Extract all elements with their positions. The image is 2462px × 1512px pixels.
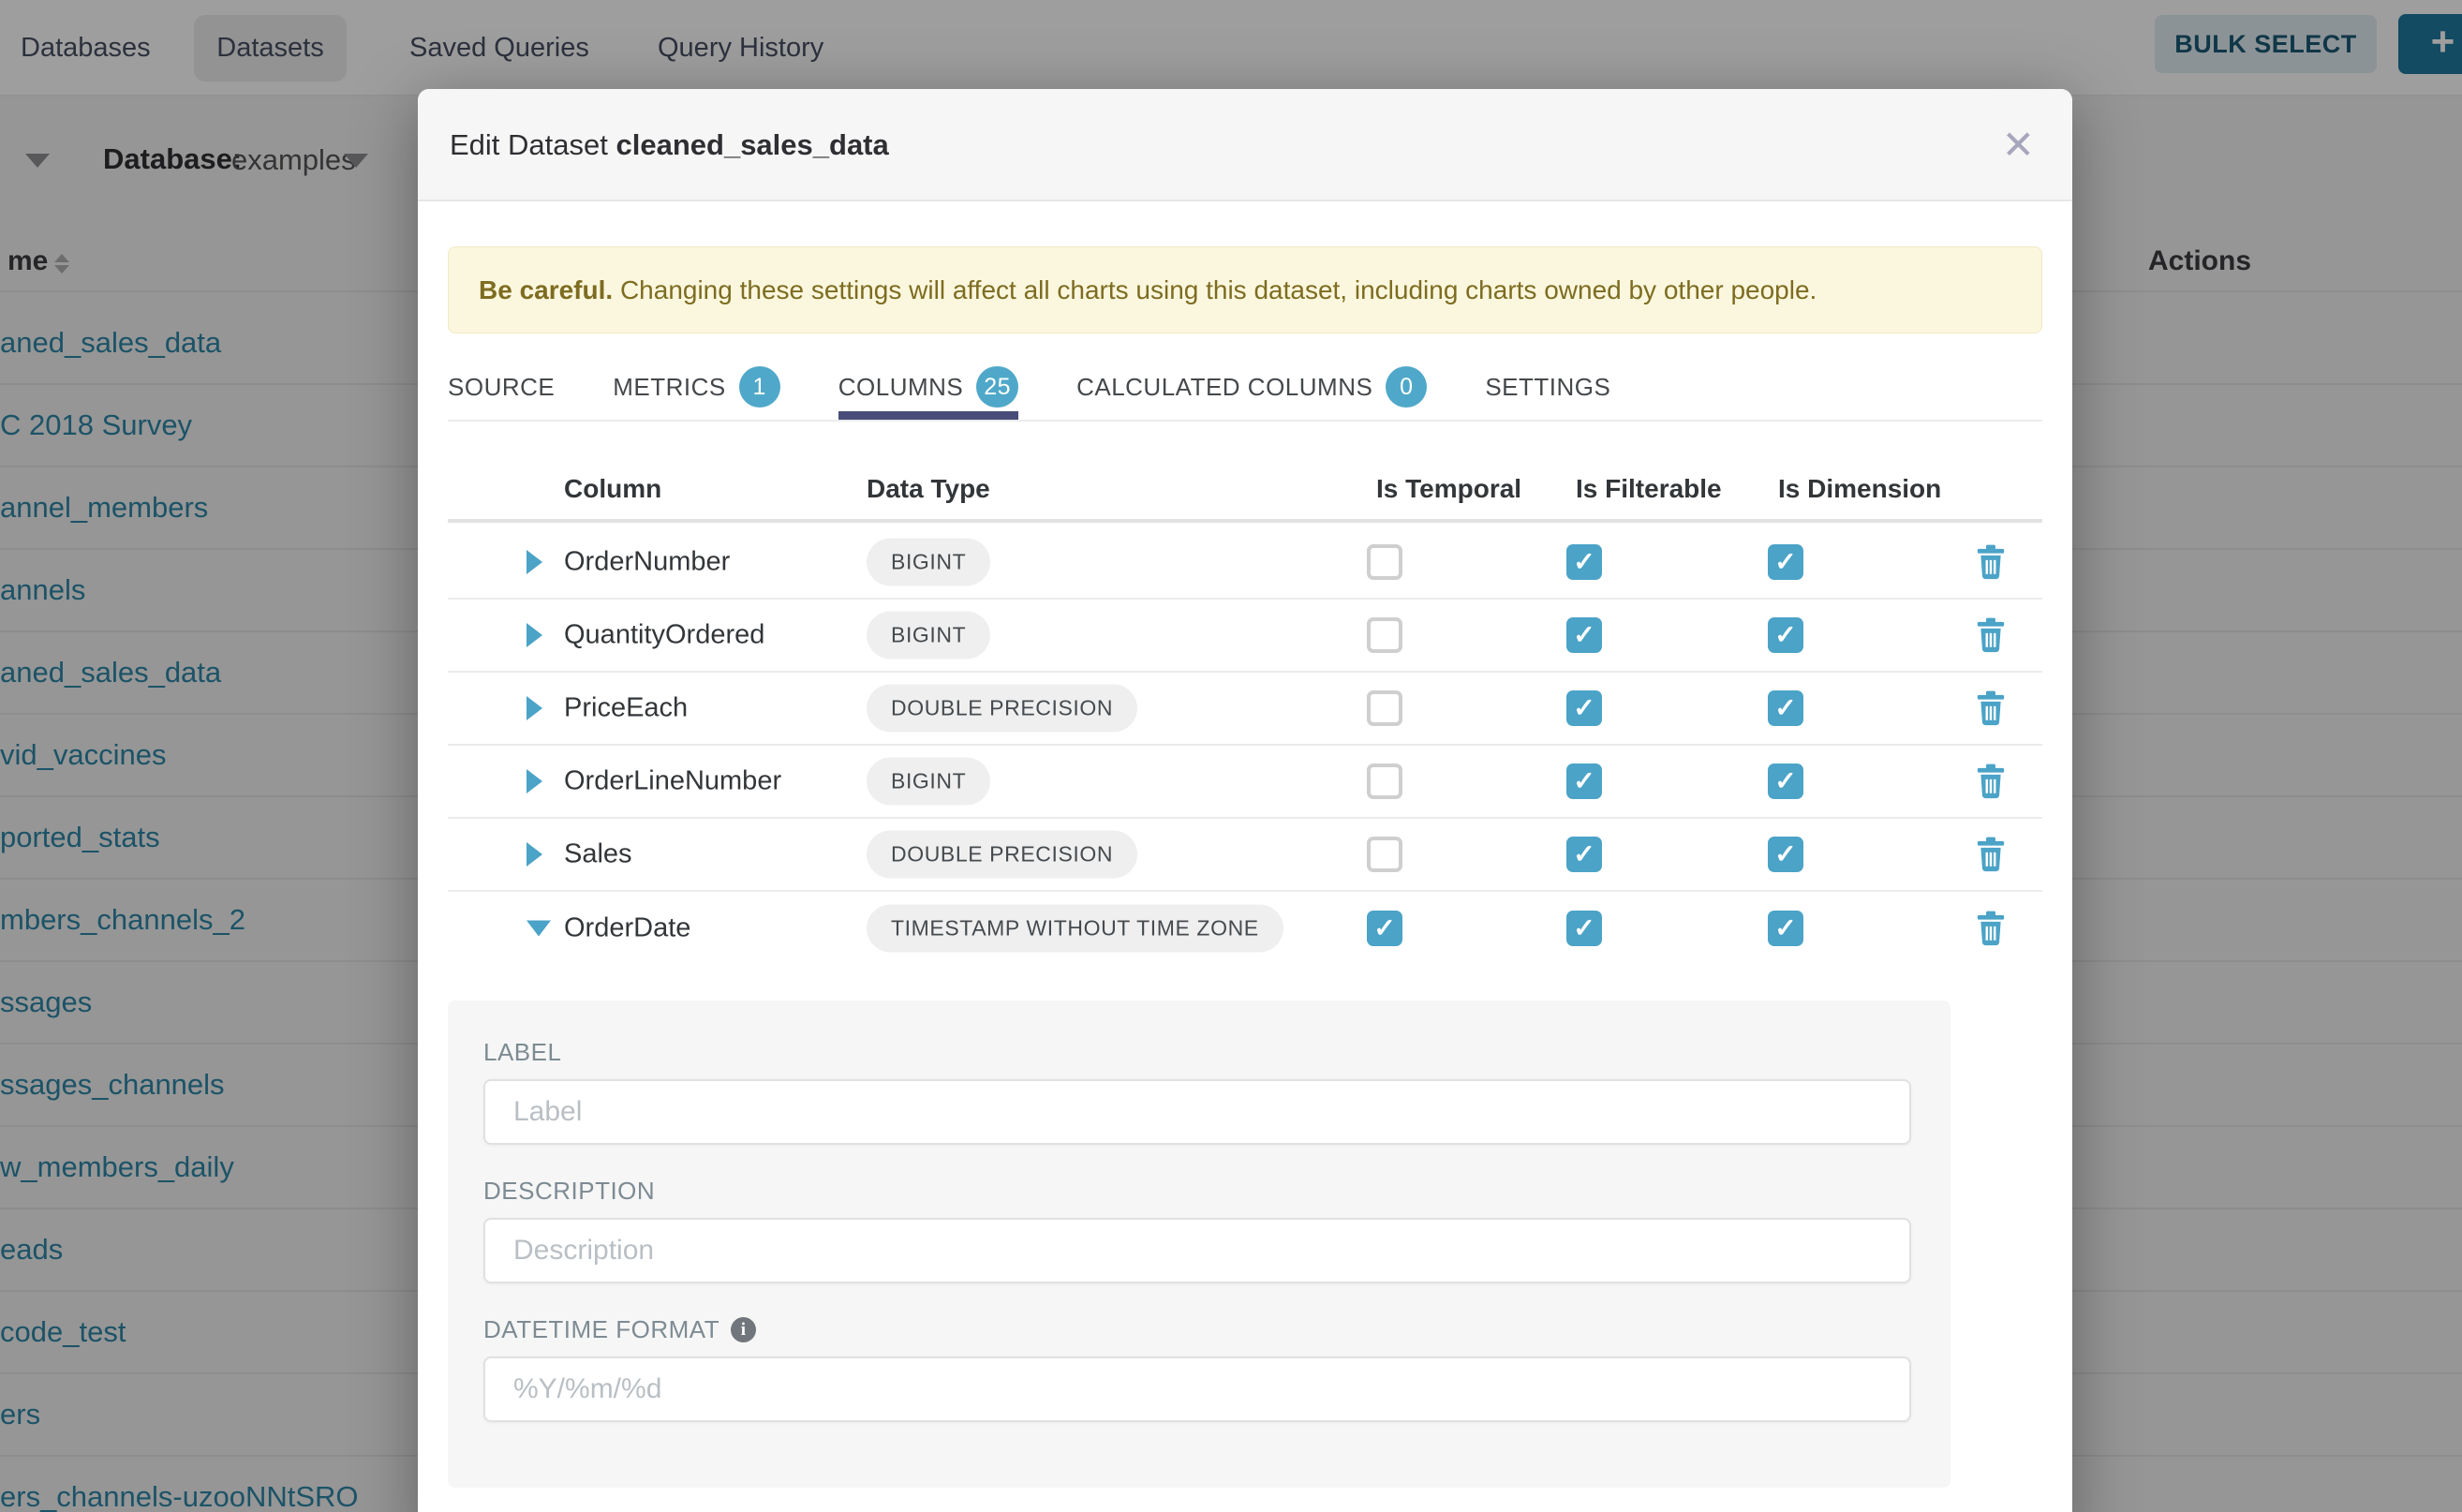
tab-metrics[interactable]: METRICS 1 (613, 354, 780, 420)
info-icon[interactable]: i (731, 1317, 756, 1342)
is-temporal-checkbox[interactable] (1367, 763, 1402, 799)
is-temporal-checkbox[interactable] (1367, 544, 1402, 580)
is-temporal-checkbox[interactable] (1367, 690, 1402, 726)
column-name: OrderLineNumber (564, 765, 782, 796)
modal-tabs (448, 354, 2042, 422)
collapse-caret-icon[interactable] (527, 921, 551, 937)
calculated-columns-count-badge: 0 (1386, 366, 1427, 408)
column-row (448, 526, 2042, 600)
is-temporal-checkbox[interactable] (1367, 617, 1402, 653)
close-icon[interactable]: ✕ (2001, 123, 2035, 167)
column-type-badge: BIGINT (867, 539, 990, 586)
dataset-name-link[interactable]: aned_sales_data (0, 326, 222, 359)
is-filterable-checkbox[interactable]: ✓ (1566, 763, 1602, 799)
expand-caret-icon[interactable] (527, 550, 542, 574)
header-is-dimension: Is Dimension (1778, 474, 1942, 503)
datetime-format-input[interactable] (483, 1356, 1911, 1422)
is-filterable-checkbox[interactable]: ✓ (1566, 911, 1602, 946)
column-type-badge: BIGINT (867, 612, 990, 660)
delete-column-button[interactable] (1975, 689, 2007, 727)
warning-text: Changing these settings will affect all charts using this dataset, including charts owned by other people. (613, 275, 1817, 304)
column-row (448, 819, 2042, 892)
dataset-name-link[interactable]: code_test (0, 1315, 126, 1348)
delete-column-button[interactable] (1975, 616, 2007, 654)
add-dataset-button[interactable]: + (2398, 14, 2462, 74)
warning-bold-text: Be careful. (479, 275, 614, 304)
is-dimension-checkbox[interactable]: ✓ (1768, 763, 1803, 799)
dataset-name-link[interactable]: w_members_daily (0, 1150, 234, 1183)
dataset-name-link[interactable]: ssages_channels (0, 1068, 225, 1101)
edit-dataset-modal (418, 89, 2072, 1512)
dataset-name-link[interactable]: annels (0, 573, 86, 606)
modal-title: Edit Dataset cleaned_sales_data (450, 128, 889, 161)
dataset-name-link[interactable]: mbers_channels_2 (0, 903, 245, 936)
description-input[interactable] (483, 1218, 1911, 1283)
columns-table-header (448, 468, 2042, 523)
column-row (448, 673, 2042, 746)
is-dimension-checkbox[interactable]: ✓ (1768, 837, 1803, 872)
column-type-badge: TIMESTAMP WITHOUT TIME ZONE (867, 905, 1283, 953)
columns-count-badge: 25 (976, 366, 1018, 408)
column-name: PriceEach (564, 692, 689, 723)
bulk-select-button[interactable]: BULK SELECT (2155, 15, 2377, 73)
label-field-label: LABEL (483, 1038, 562, 1066)
dataset-name-link[interactable]: C 2018 Survey (0, 408, 193, 441)
is-temporal-checkbox[interactable]: ✓ (1367, 911, 1402, 946)
column-type-badge: DOUBLE PRECISION (867, 685, 1137, 733)
delete-column-button[interactable] (1975, 543, 2007, 581)
column-row (448, 600, 2042, 673)
dataset-name-link[interactable]: annel_members (0, 491, 209, 524)
nav-item-query-history[interactable]: Query History (658, 33, 824, 63)
column-type-badge: DOUBLE PRECISION (867, 831, 1137, 879)
column-name: OrderDate (564, 912, 691, 943)
dataset-name: cleaned_sales_data (616, 128, 889, 161)
dataset-name-link[interactable]: vid_vaccines (0, 738, 167, 771)
header-is-temporal: Is Temporal (1376, 474, 1522, 503)
is-dimension-checkbox[interactable]: ✓ (1768, 617, 1803, 653)
name-column-header[interactable]: me (7, 245, 49, 276)
column-name: QuantityOrdered (564, 619, 765, 650)
database-filter-label: Database: (103, 142, 243, 175)
nav-item-datasets-active[interactable]: Datasets (194, 15, 347, 82)
column-type-badge: BIGINT (867, 758, 990, 806)
header-column: Column (564, 474, 662, 503)
datetime-format-field-label: DATETIME FORMAT i (483, 1315, 756, 1344)
expand-caret-icon[interactable] (527, 842, 542, 867)
header-is-filterable: Is Filterable (1576, 474, 1722, 503)
column-name: Sales (564, 838, 632, 869)
is-dimension-checkbox[interactable]: ✓ (1768, 911, 1803, 946)
dataset-name-link[interactable]: ers_channels-uzooNNtSRO (0, 1480, 359, 1512)
header-data-type: Data Type (867, 474, 990, 503)
delete-column-button[interactable] (1975, 763, 2007, 800)
actions-column-header: Actions (2148, 245, 2252, 276)
nav-item-saved-queries[interactable]: Saved Queries (409, 33, 589, 63)
column-row (448, 892, 2042, 965)
expand-caret-icon[interactable] (527, 696, 542, 720)
is-dimension-checkbox[interactable]: ✓ (1768, 690, 1803, 726)
column-row (448, 746, 2042, 819)
modal-header (418, 89, 2072, 201)
delete-column-button[interactable] (1975, 836, 2007, 873)
description-field-label: DESCRIPTION (483, 1177, 656, 1205)
tab-calculated-columns[interactable]: CALCULATED COLUMNS 0 (1076, 354, 1427, 420)
dataset-name-link[interactable]: aned_sales_data (0, 656, 222, 689)
is-filterable-checkbox[interactable]: ✓ (1566, 544, 1602, 580)
warning-banner (448, 246, 2042, 334)
dataset-name-link[interactable]: eads (0, 1233, 64, 1266)
tab-settings[interactable]: SETTINGS (1485, 372, 1611, 401)
dataset-name-link[interactable]: ssages (0, 986, 93, 1018)
tab-source[interactable]: SOURCE (448, 372, 556, 401)
metrics-count-badge: 1 (739, 366, 780, 408)
is-filterable-checkbox[interactable]: ✓ (1566, 837, 1602, 872)
expand-caret-icon[interactable] (527, 623, 542, 647)
is-filterable-checkbox[interactable]: ✓ (1566, 617, 1602, 653)
dataset-name-link[interactable]: ported_stats (0, 821, 160, 853)
column-detail-panel (448, 1001, 1950, 1488)
is-filterable-checkbox[interactable]: ✓ (1566, 690, 1602, 726)
is-temporal-checkbox[interactable] (1367, 837, 1402, 872)
label-input[interactable] (483, 1079, 1911, 1145)
delete-column-button[interactable] (1975, 910, 2007, 947)
expand-caret-icon[interactable] (527, 769, 542, 793)
is-dimension-checkbox[interactable]: ✓ (1768, 544, 1803, 580)
nav-item-databases[interactable]: Databases (21, 33, 151, 63)
dataset-name-link[interactable]: ers (0, 1398, 41, 1430)
database-filter-value[interactable]: examples (231, 143, 356, 176)
column-name: OrderNumber (564, 546, 731, 577)
tab-columns[interactable]: COLUMNS 25 (838, 354, 1018, 420)
